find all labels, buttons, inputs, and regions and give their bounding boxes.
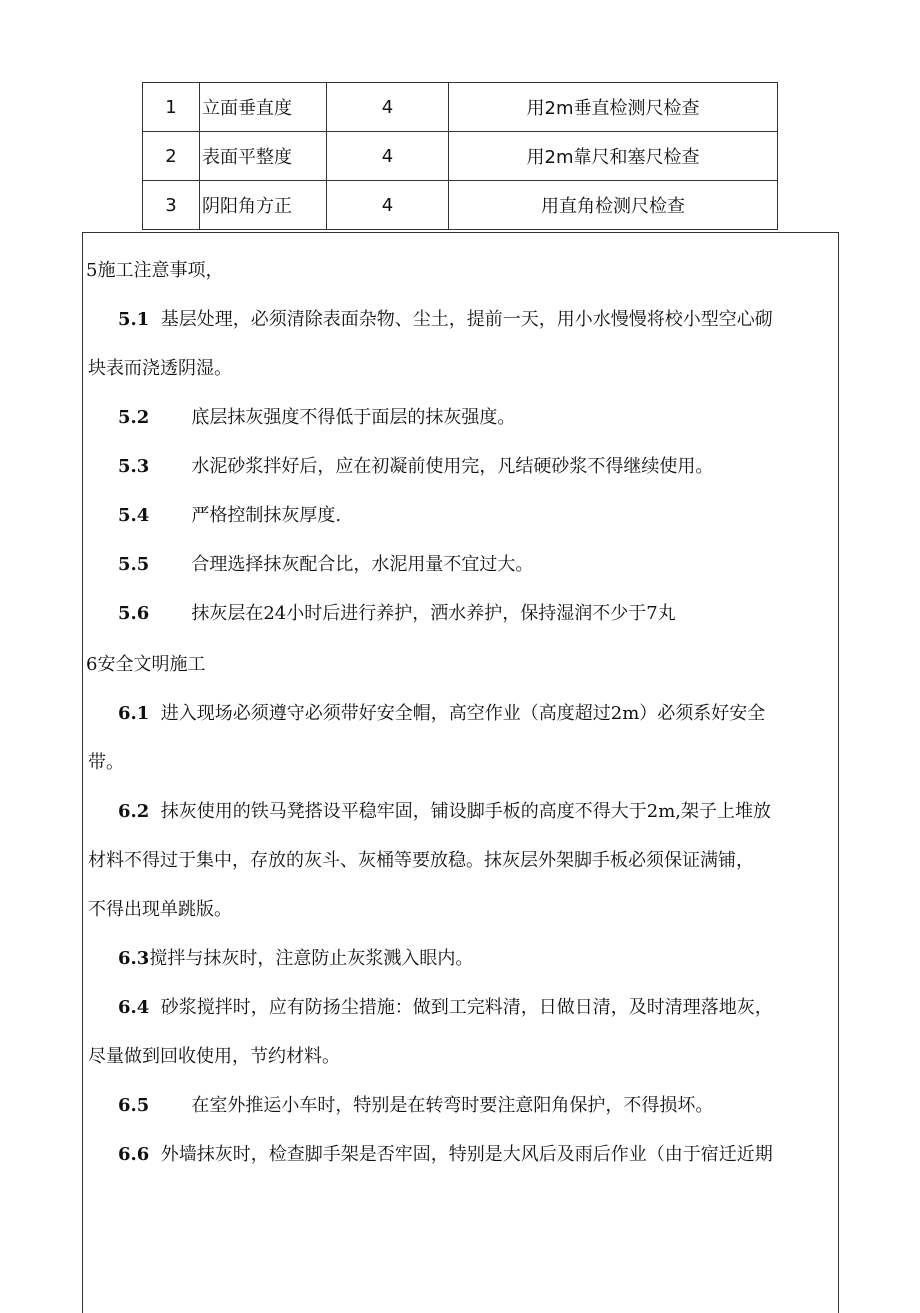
item-6-4 bbox=[118, 993, 773, 1019]
item-number: 6.6 bbox=[118, 1144, 150, 1165]
item-number: 6.5 bbox=[118, 1095, 150, 1116]
row-method: 用2m垂直检测尺检查 bbox=[449, 83, 778, 132]
item-text: 合理选择抹灰配合比，水泥用量不宜过大。 bbox=[191, 554, 534, 575]
item-6-3 bbox=[118, 944, 473, 970]
table-row bbox=[143, 83, 778, 132]
row-item: 立面垂直度 bbox=[200, 83, 327, 132]
row-number: 1 bbox=[143, 83, 200, 132]
item-6-5 bbox=[118, 1091, 713, 1117]
section-5-title: 5施工注意事项， bbox=[86, 260, 224, 281]
item-5-1 bbox=[118, 305, 773, 331]
item-number: 5.5 bbox=[118, 554, 150, 575]
row-value: 4 bbox=[327, 83, 449, 132]
item-text: 在室外推运小车时，特别是在转弯时要注意阳角保护，不得损坏。 bbox=[191, 1095, 714, 1116]
item-text: 抹灰使用的铁马凳搭设平稳牢固，铺设脚手板的高度不得大于2m,架子上堆放 bbox=[160, 801, 772, 822]
item-6-2-continued: 不得出现单跳版。 bbox=[88, 899, 232, 920]
item-5-4 bbox=[118, 501, 341, 527]
item-6-1 bbox=[118, 699, 765, 725]
item-6-1-continued: 带。 bbox=[88, 752, 124, 773]
item-6-4-continued: 尽量做到回收使用，节约材料。 bbox=[88, 1046, 340, 1067]
item-number: 5.4 bbox=[118, 505, 150, 526]
item-text: 外墙抹灰时，检查脚手架是否牢固，特别是大风后及雨后作业（由于宿迁近期 bbox=[160, 1144, 773, 1165]
item-text: 基层处理，必须清除表面杂物、尘土，提前一天，用小水慢慢将校小型空心砌 bbox=[160, 309, 773, 330]
row-method: 用2m靠尺和塞尺检查 bbox=[449, 132, 778, 181]
item-6-2 bbox=[118, 797, 771, 823]
row-number: 3 bbox=[143, 181, 200, 230]
item-number: 6.4 bbox=[118, 997, 150, 1018]
row-number: 2 bbox=[143, 132, 200, 181]
row-item: 表面平整度 bbox=[200, 132, 327, 181]
item-text: 严格控制抹灰厚度. bbox=[191, 505, 342, 526]
item-5-6 bbox=[118, 599, 676, 625]
item-5-5 bbox=[118, 550, 533, 576]
item-text: 底层抹灰强度不得低于面层的抹灰强度。 bbox=[191, 407, 516, 428]
item-number: 6.1 bbox=[118, 703, 150, 724]
item-6-2-continued: 材料不得过于集中，存放的灰斗、灰桶等要放稳。抹灰层外架脚手板必须保证满铺， bbox=[88, 850, 754, 871]
section-6-title: 6安全文明施工 bbox=[86, 654, 206, 675]
inspection-table bbox=[142, 82, 778, 230]
row-item: 阴阳角方正 bbox=[200, 181, 327, 230]
table-row bbox=[143, 132, 778, 181]
row-value: 4 bbox=[327, 181, 449, 230]
item-5-3 bbox=[118, 452, 713, 478]
item-number: 6.3 bbox=[118, 948, 150, 969]
item-text: 搅拌与抹灰时，注意防止灰浆溅入眼内。 bbox=[149, 948, 474, 969]
item-text: 水泥砂浆拌好后，应在初凝前使用完，凡结硬砂浆不得继续使用。 bbox=[191, 456, 714, 477]
item-number: 5.2 bbox=[118, 407, 150, 428]
row-method: 用直角检测尺检查 bbox=[449, 181, 778, 230]
item-number: 5.1 bbox=[118, 309, 150, 330]
item-number: 5.6 bbox=[118, 603, 150, 624]
item-text: 砂浆搅拌时，应有防扬尘措施：做到工完料清，日做日清，及时清理落地灰， bbox=[160, 997, 773, 1018]
item-number: 5.3 bbox=[118, 456, 150, 477]
item-number: 6.2 bbox=[118, 801, 150, 822]
item-5-2 bbox=[118, 403, 515, 429]
item-5-1-continued: 块表而浇透阴湿。 bbox=[88, 358, 232, 379]
item-text: 进入现场必须遵守必须带好安全帽，高空作业（高度超过2m）必须系好安全 bbox=[160, 703, 766, 724]
item-6-6 bbox=[118, 1140, 773, 1166]
row-value: 4 bbox=[327, 132, 449, 181]
table-row bbox=[143, 181, 778, 230]
item-text: 抹灰层在24小时后进行养护，洒水养护，保持湿润不少于7丸 bbox=[191, 603, 676, 624]
